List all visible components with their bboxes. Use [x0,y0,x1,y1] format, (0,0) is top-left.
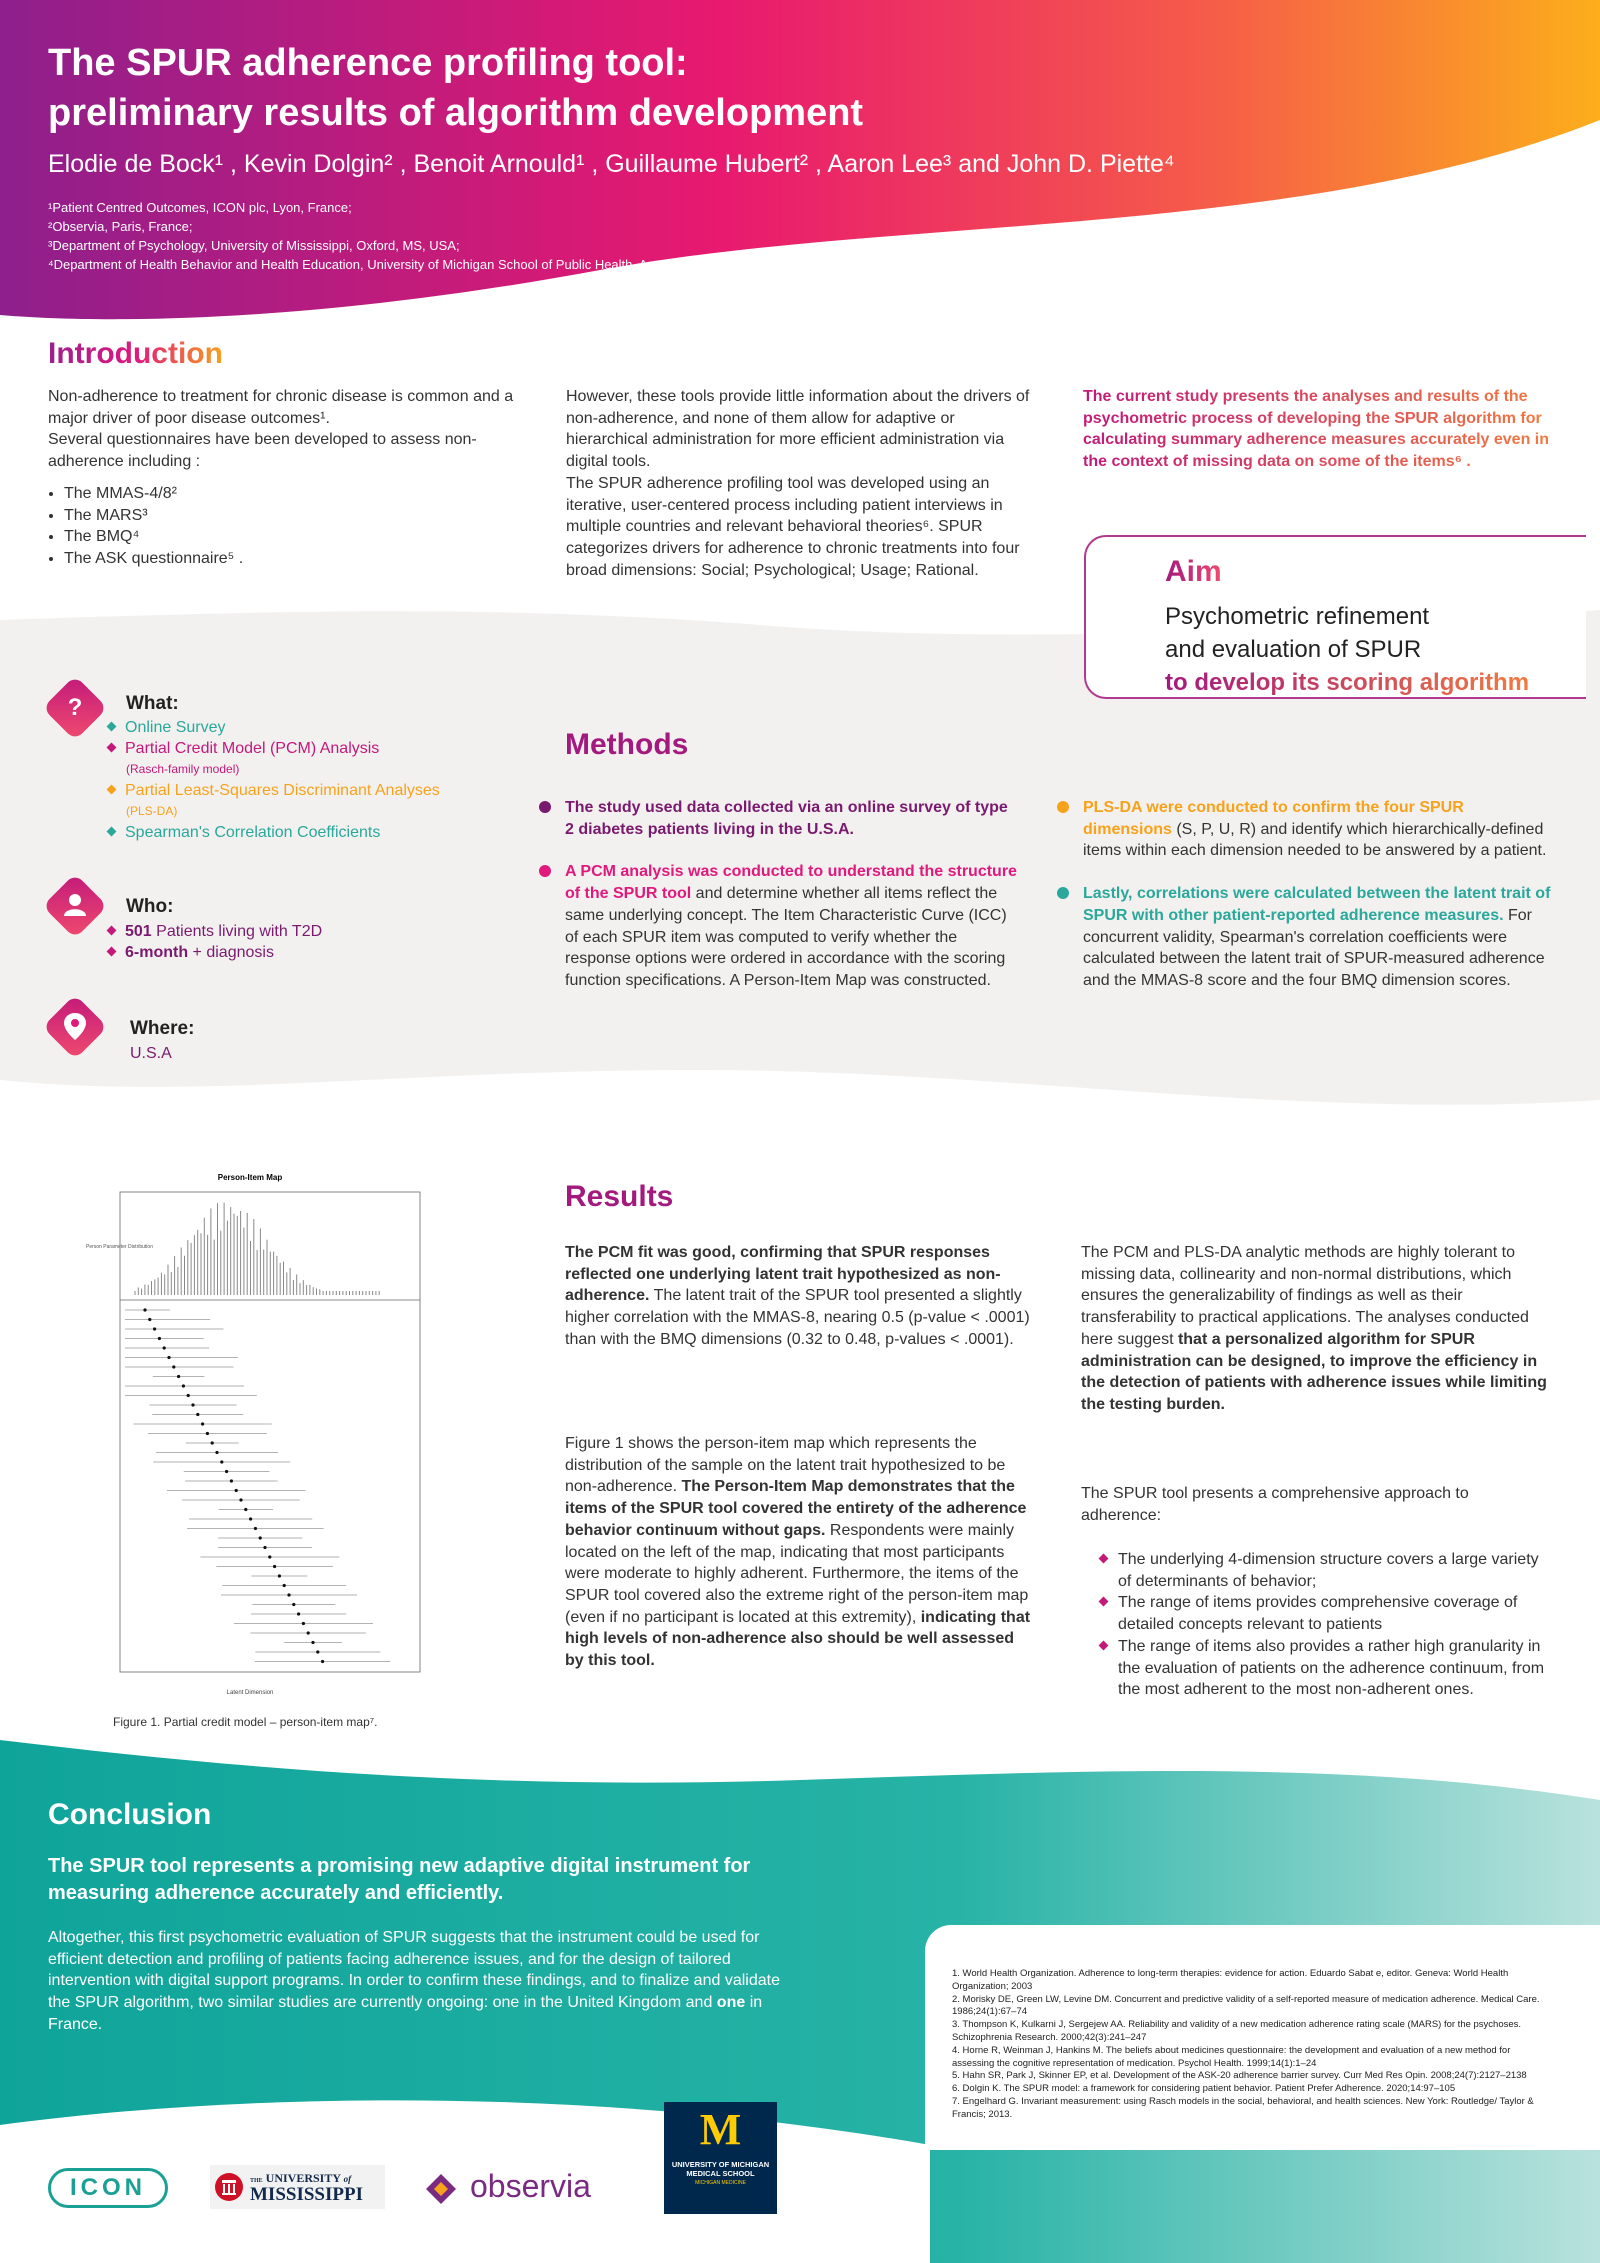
person-icon [52,883,98,929]
item-location-point [230,1479,233,1482]
list-item: 501 Patients living with T2D [108,921,508,942]
conclusion-paragraph: Altogether, this first psychometric evaluation of SPUR suggests that the instrument could be used for efficient detection and profiling of patients facing adherence issues, and for the design of tailored intervention with digital support programs. In order to confirm these findings, and to finalize and validate the SPUR algorithm, two similar studies are currently ongoing: one in the United Kingdom and one in France. [48,1929,780,2033]
ole-miss-line-2: MISSISSIPPI [250,2184,363,2205]
list-item: The range of items also provides a rather high granularity in the evaluation of patients on the adherence continuum, from the most adherent to the most non-adherent ones. [1100,1636,1550,1701]
list-item: • The MMAS-4/8² [64,483,518,505]
study-purpose: The current study presents the analyses and results of the psychometric process of developing the SPUR algorithm for calculating summary adherence measures accurately even in the context of missing data on some of the items⁶ . [1083,386,1553,473]
list-item: The range of items provides comprehensive coverage of detailed concepts relevant to patients [1100,1592,1550,1635]
x-axis-label: Latent Dimension [226,1690,274,1696]
item-location-point [239,1498,242,1501]
item-location-point [254,1527,257,1530]
methods-bullet: PLS-DA were conducted to confirm the four SPUR dimensions (S, P, U, R) and identify which hierarchically-defined items within each dimension needed to be answered by a patient. [1083,797,1553,862]
bullet-icon [107,947,117,957]
ole-miss-logo [210,2165,385,2209]
reference-item: 3. Thompson K, Kulkarni J, Sergejew AA. Reliability and validity of a new medication adherence rating scale (MARS) for the psychoses. Schizophrenia Research. 2000;42(3):241–247 [952,2019,1522,2043]
item-location-point [297,1612,300,1615]
plot-title: Person-Item Map [217,1173,283,1182]
results-paragraph-3: The PCM and PLS-DA analytic methods are highly tolerant to missing data, collinearity and non-normal distributions, which ensures the generalizability of findings as well as their transferability to practical applications. The analyses conducted here suggest that a personalized algorithm for SPUR administration can be designed, to improve the efficiency in the detection of patients with adherence issues while limiting the testing burden. [1081,1244,1547,1413]
list-item: • The BMQ⁴ [64,526,518,548]
introduction-title: Introduction [48,337,223,370]
aim-line-1: Psychometric refinement [1165,603,1430,630]
item-location-point [143,1308,146,1311]
reference-item: 5. Hahn SR, Park J, Skinner EP, et al. Development of the ASK-20 adherence barrier survey. Curr Med Res Opin. 2008;24(7):2127–2138 [952,2070,1527,2082]
reference-item: 4. Horne R, Weinman J, Hankins M. The beliefs about medicines questionnaire: the development and evaluation of a new method for assessing the cognitive representation of medication. Psychol Health. 1999;14(1):1–24 [952,2044,1511,2069]
intro-paragraph-3: However, these tools provide little information about the drivers of non-adherence, and none of them allow for adaptive or hierarchical administration for more efficient administration via digital tools. [566,388,1030,471]
figure-caption: Figure 1. Partial credit model – person-item map⁷. [113,1715,378,1729]
methods-bullet: The study used data collected via an online survey of type 2 diabetes patients living in the U.S.A. [565,797,1020,840]
item-location-point [187,1394,190,1397]
where-label: Where: [130,1018,195,1039]
reference-item: 7. Engelhard G. Invariant measurement: using Rasch models in the social, behavioral, and health sciences. New York: Routledge/ Taylor & Francis; 2013. [952,2095,1534,2120]
reference-item: 6. Dolgin K. The SPUR model: a framework for considering patient behavior. Patient Prefer Adherence. 2020;14:97–105 [952,2083,1456,2095]
item-location-point [278,1574,281,1577]
bullet-icon [107,926,117,936]
reference-item: 1. World Health Organization. Adherence to long-term therapies: evidence for action. Eduardo Sabat e, editor. Geneva: World Health Organization; 2003 [952,1968,1509,1992]
intro-paragraph-1: Non-adherence to treatment for chronic disease is common and a major driver of poor disease outcomes¹. [48,388,514,427]
michigan-logo [664,2102,777,2214]
title-line-2: preliminary results of algorithm development [48,92,864,134]
item-location-point [287,1593,290,1596]
item-location-point [263,1546,266,1549]
item-location-point [158,1337,161,1340]
lyceum-icon [214,2171,244,2203]
item-location-point [153,1327,156,1330]
bullet-icon [1099,1640,1109,1650]
list-item: Partial Least-Squares Discriminant Analyses [108,780,508,801]
intro-column-1 [48,386,518,570]
who-list [108,921,508,963]
bullet-icon [107,785,117,795]
bullet-icon [1057,801,1069,813]
list-item: Online Survey [108,717,508,738]
item-location-point [259,1536,262,1539]
item-location-point [302,1622,305,1625]
question-icon: ? [67,694,83,721]
item-location-point [244,1508,247,1511]
observia-mark-icon [424,2172,458,2206]
item-location-point [215,1451,218,1454]
item-location-point [191,1403,194,1406]
affiliation-4: ⁴Department of Health Behavior and Health Education, University of Michigan School of Public Health, Ann Arbor, MI, USA [48,257,752,272]
poster-title [48,38,1548,138]
bullet-icon [539,801,551,813]
aim-title: Aim [1165,555,1222,588]
item-location-point [211,1441,214,1444]
ole-miss-line-1: THE UNIVERSITY of [250,2171,352,2185]
bullet-icon [1057,887,1069,899]
results-list [1100,1549,1550,1701]
location-pin-icon [52,1004,98,1050]
item-location-point [163,1346,166,1349]
item-location-point [201,1422,204,1425]
item-location-point [148,1318,151,1321]
michigan-line-1: UNIVERSITY OF MICHIGAN [671,2160,770,2169]
item-location-point [225,1470,228,1473]
where-value: U.S.A [130,1045,172,1062]
methods-bullet: Lastly, correlations were calculated between the latent trait of SPUR with other patient-reported adherence measures. For concurrent validity, Spearman's correlation coefficients were calculated between the latent trait of SPUR-measured adherence and the MMAS-8 score and the four BMQ dimension scores. [1083,883,1553,992]
item-location-point [292,1603,295,1606]
list-item: • The MARS³ [64,505,518,527]
list-item: Spearman's Correlation Coefficients [108,822,508,843]
item-location-point [283,1584,286,1587]
what-sub-2: (PLS-DA) [126,804,178,818]
affiliation-3: ³Department of Psychology, University of Mississippi, Oxford, MS, USA; [48,238,460,253]
list-item: Partial Credit Model (PCM) Analysis [108,738,508,759]
aim-line-3: to develop its scoring algorithm [1165,669,1530,696]
item-location-point [167,1356,170,1359]
methods-column-2 [1083,797,1553,992]
list-item: The underlying 4-dimension structure covers a large variety of determinants of behavior; [1100,1549,1550,1592]
affiliation-1: ¹Patient Centred Outcomes, ICON plc, Lyon, France; [48,200,352,215]
michigan-line-3: MICHIGAN MEDICINE [695,2180,746,2186]
bullet-icon [107,722,117,732]
reference-item: 2. Morisky DE, Green LW, Levine DM. Concurrent and predictive validity of a self-reported measure of medication adherence. Medical Care. 1986;24(1):67–74 [952,1993,1540,2018]
item-thresholds [125,1308,390,1663]
methods-title: Methods [565,728,689,761]
item-location-point [206,1432,209,1435]
conclusion-subtitle: The SPUR tool represents a promising new adaptive digital instrument for measuring adherence accurately and efficiently. [48,1855,751,1904]
what-list [108,717,508,843]
icon-logo: ICON [48,2168,168,2208]
michigan-block-m: M [699,2105,742,2154]
affiliation-2: ²Observia, Paris, France; [48,219,193,234]
title-line-1: The SPUR adherence profiling tool: [48,42,688,84]
bullet-icon [1099,1597,1109,1607]
item-location-point [321,1660,324,1663]
bullet-icon [107,743,117,753]
intro-column-2 [566,386,1036,581]
item-location-point [316,1650,319,1653]
person-item-map [80,1170,430,1700]
list-item: • The ASK questionnaire⁵ . [64,548,518,570]
results-paragraph-2: Figure 1 shows the person-item map which represents the distribution of the sample on the latent trait hypothesized to be non-adherence. The Person-Item Map demonstrates that the items of the SPUR tool covered the entirety of the adherence behavior continuum without gaps. Respondents were mainly located on the left of the map, indicating that most participants were moderate to highly adherent. Furthermore, the items of the SPUR tool covered also the extreme right of the person-item map (even if no participant is located at this extremity), indicating that high levels of non-adherence also should be well assessed by this tool. [565,1435,1031,1670]
intro-paragraph-2: Several questionnaires have been developed to assess non-adherence including : [48,431,477,471]
observia-logo: observia [470,2168,591,2204]
item-location-point [177,1375,180,1378]
item-location-point [307,1631,310,1634]
item-location-point [220,1460,223,1463]
item-location-point [249,1517,252,1520]
item-location-point [196,1413,199,1416]
distribution-label: Person Parameter Distribution [86,1244,153,1250]
bullet-icon [107,827,117,837]
conclusion-title: Conclusion [48,1798,212,1831]
michigan-line-2: MEDICAL SCHOOL [686,2169,755,2178]
list-item: 6-month + diagnosis [108,942,508,963]
item-location-point [182,1384,185,1387]
questionnaire-list [48,483,518,570]
item-location-point [235,1489,238,1492]
item-location-point [311,1641,314,1644]
results-paragraph-4: The SPUR tool presents a comprehensive approach to adherence: [1081,1485,1469,1524]
aim-line-2: and evaluation of SPUR [1165,636,1422,663]
author-list: Elodie de Bock¹ , Kevin Dolgin² , Benoit Arnould¹ , Guillaume Hubert² , Aaron Lee³ and John D. Piette⁴ [48,150,1175,178]
affiliations [48,198,1448,274]
who-label: Who: [126,896,174,917]
what-sub-1: (Rasch-family model) [126,762,240,776]
methods-column-1 [565,797,1020,992]
item-location-point [172,1365,175,1368]
what-label: What: [126,693,179,714]
results-title: Results [565,1180,674,1213]
reference-list [952,1968,1552,2122]
item-location-point [273,1565,276,1568]
intro-paragraph-4: The SPUR adherence profiling tool was developed using an iterative, user-centered process including patient interviews in multiple countries and relevant behavioral theories⁶. SPUR categorizes drivers for adherence to chronic treatments into four broad dimensions: Social; Psychological; Usage; Rational. [566,474,1020,579]
results-paragraph-1: The PCM fit was good, confirming that SPUR responses reflected one underlying latent trait hypothesized as non-adherence. The latent trait of the SPUR tool presented a slightly higher correlation with the MMAS-8, nearing 0.5 (p-value < .0001) than with the BMQ dimensions (0.32 to 0.48, p-values < .0001). [565,1244,1030,1348]
person-histogram [135,1203,379,1295]
item-location-point [268,1555,271,1558]
bullet-icon [1099,1554,1109,1564]
methods-bullet: A PCM analysis was conducted to understand the structure of the SPUR tool and determine whether all items reflect the same underlying concept. The Item Characteristic Curve (ICC) of each SPUR item was computed to verify whether the response options were ordered in accordance with the scoring function specifications. A Person-Item Map was constructed. [565,861,1020,991]
